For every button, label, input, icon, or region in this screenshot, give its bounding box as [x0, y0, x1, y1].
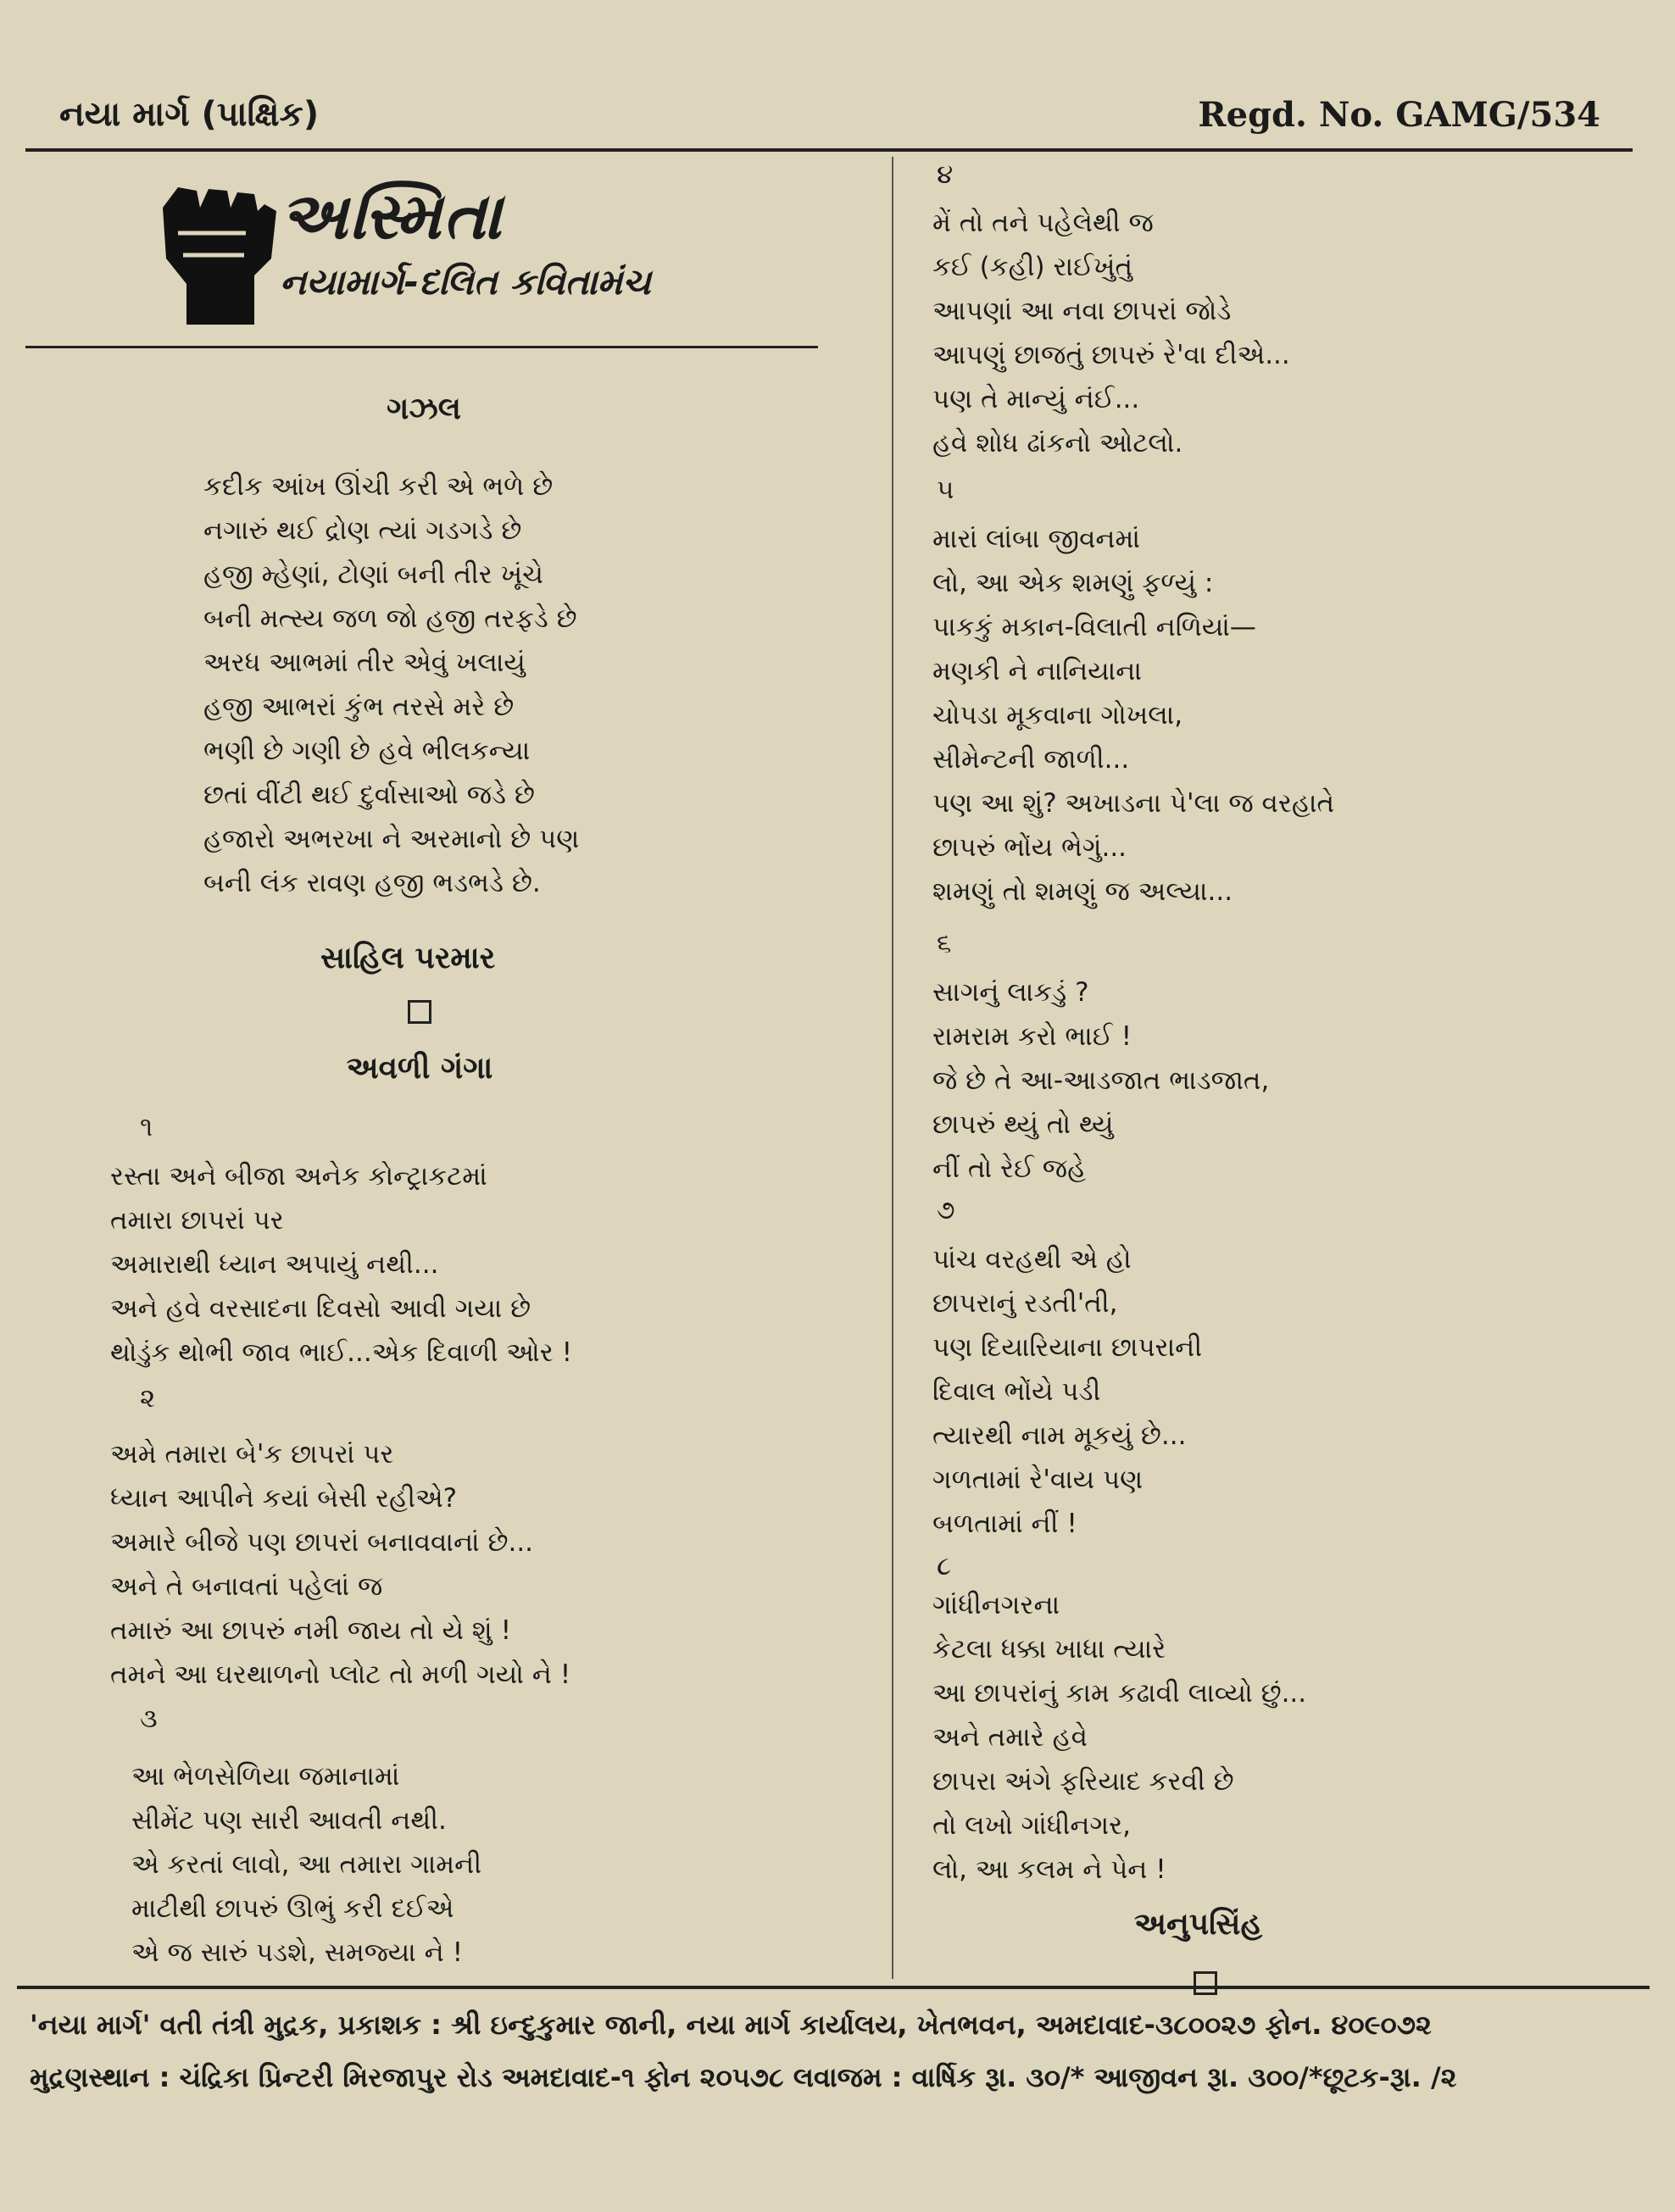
poem-line: ગળતામાં રે'વાય પણ	[932, 1464, 1144, 1495]
section-number: ૧	[140, 1112, 153, 1142]
poem-line: છાપરા અંગે ફરિયાદ કરવી છે	[932, 1766, 1234, 1797]
poem-line: પણ તે માન્યું નંઈ...	[932, 384, 1140, 414]
poem-line: અને હવે વરસાદના દિવસો આવી ગયા છે	[110, 1293, 531, 1324]
poem-line: હજી આભરાં કુંભ તરસે મરે છે	[203, 692, 515, 722]
poem-line: જે છે તે આ-આડજાત ભાડજાત,	[932, 1065, 1270, 1096]
section-number: ૬	[937, 928, 952, 959]
poem-line: બળતામાં નીં !	[932, 1509, 1077, 1539]
poem-line: તમારા છાપરાં પર	[110, 1205, 284, 1236]
poem-line: સાગનું લાકડું ?	[932, 977, 1089, 1008]
poem-line: અરધ આભમાં તીર એવું ખલાયું	[203, 647, 526, 678]
poem-line: આપણું છાજતું છાપરું રે'વા દીએ...	[932, 340, 1290, 370]
section-number: ૮	[937, 1551, 952, 1581]
poem-line: તમને આ ઘરથાળનો પ્લોટ તો મળી ગયો ને !	[110, 1659, 571, 1690]
poem-line: પાંચ વરહથી એ હો	[932, 1244, 1132, 1275]
section-end-box	[408, 1000, 431, 1024]
poem-line: ગાંધીનગરના	[932, 1590, 1060, 1620]
section-number: ૩	[140, 1703, 158, 1734]
poem-line: ચોપડા મૂકવાના ગોખલા,	[932, 700, 1183, 731]
poem-line: હવે શોધ ઢાંકનો ઓટલો.	[932, 428, 1183, 459]
poem2-title: અવળી ગંગા	[346, 1051, 493, 1086]
poem-line: ભણી છે ગણી છે હવે ભીલકન્યા	[203, 736, 531, 766]
poem2-section-1	[110, 1154, 572, 1375]
poem-line: અમારાથી ધ્યાન અપાયું નથી...	[110, 1249, 439, 1280]
masthead-title: અસ્મિતા	[280, 178, 504, 253]
poem2-author: અનુપસિંહ	[1134, 1907, 1263, 1942]
ghazal-author: સાહિલ પરમાર	[320, 941, 496, 975]
poem-line: નગારું થઈ દ્રોણ ત્યાં ગડગડે છે	[203, 515, 522, 546]
poem-line: આ ભેળસેળિયા જમાનામાં	[131, 1761, 400, 1792]
poem-line: આપણાં આ નવા છાપરાં જોડે	[932, 296, 1232, 326]
poem-line: નીં તો રેઈ જહે	[932, 1153, 1087, 1184]
masthead-subtitle: નયામાર્ગ-દલિત કવિતામંચ	[280, 261, 651, 303]
top-divider	[25, 148, 1633, 152]
section-number: ૨	[140, 1383, 156, 1414]
poem-line: એ જ સારું પડશે, સમજ્યા ને !	[131, 1937, 464, 1968]
poem-line: એ કરતાં લાવો, આ તમારા ગામની	[131, 1849, 482, 1880]
poem2-section-4	[932, 201, 1290, 465]
poem-line: ત્યારથી નામ મૂકયું છે...	[932, 1420, 1187, 1451]
poem-line: થોડુંક થોભી જાવ ભાઈ...એક દિવાળી ઓર !	[110, 1337, 573, 1368]
poem2-section-7	[932, 1237, 1202, 1546]
poem-line: બની લંક રાવણ હજી ભડભડે છે.	[203, 868, 541, 898]
poem-line: રસ્તા અને બીજા અનેક કોન્ટ્રાકટમાં	[110, 1161, 487, 1192]
section-number: ૪	[937, 159, 954, 190]
poem-line: આ છાપરાંનું કામ કઢાવી લાવ્યો છું...	[932, 1678, 1307, 1709]
poem-line: છાપરાનું રડતી'તી,	[932, 1288, 1118, 1319]
poem-line: છાપરું થ્યું તો થ્યું	[932, 1109, 1114, 1140]
poem-line: મારાં લાંબા જીવનમાં	[932, 524, 1140, 554]
poem-line: અમે તમારા બે'ક છાપરાં પર	[110, 1439, 394, 1470]
poem-line: માટીથી છાપરું ઊભું કરી દઈએ	[131, 1893, 454, 1924]
poem-line: પાકકું મકાન-વિલાતી નળિયાં—	[932, 612, 1256, 642]
bottom-divider	[17, 1986, 1650, 1989]
poem-line: તો લખો ગાંધીનગર,	[932, 1810, 1131, 1841]
poem-line: કેટલા ધક્કા ખાધા ત્યારે	[932, 1634, 1166, 1665]
poem-line: અમારે બીજે પણ છાપરાં બનાવવાનાં છે...	[110, 1527, 534, 1558]
column-divider	[892, 157, 893, 1979]
poem2-section-6	[932, 970, 1269, 1191]
poem-line: કઈ (કહી) રાઈખુંતું	[932, 252, 1133, 282]
poem-line: મેં તો તને પહેલેથી જ	[932, 208, 1154, 238]
poem-line: છાપરું ભોંય ભેગું...	[932, 832, 1127, 863]
press-line: મુદ્રણસ્થાન : ચંદ્રિકા પ્રિન્ટરી મિરજાપુર રોડ અમદાવાદ-૧ ફોન ૨૦૫૭૮ લવાજમ : વાર્ષિક રૂા. ૩૦/* આજીવન રૂા. ૩૦૦/*છૂટક-રૂા. /૨	[30, 2061, 1457, 2093]
poem-line: શમણું તો શમણું જ અલ્યા...	[932, 876, 1233, 907]
poem-line: રામરામ કરો ભાઈ !	[932, 1021, 1132, 1052]
ghazal-title: ગઝલ	[387, 392, 461, 426]
poem-line: ધ્યાન આપીને કયાં બેસી રહીએ?	[110, 1483, 458, 1514]
poem-line: સીમેંટ પણ સારી આવતી નથી.	[131, 1805, 447, 1836]
registration-number: Regd. No. GAMG/534	[1198, 95, 1600, 135]
poem-line: બની મત્સ્ય જળ જો હજી તરફડે છે	[203, 603, 577, 634]
publication-name: નયા માર્ગ (પાક્ષિક)	[59, 95, 320, 134]
masthead-divider	[25, 346, 818, 348]
poem-line: લો, આ એક શમણું ફળ્યું :	[932, 568, 1214, 598]
poem-line: સીમેન્ટની જાળી...	[932, 744, 1130, 775]
imprint-line: 'નયા માર્ગ' વતી તંત્રી મુદ્રક, પ્રકાશક : શ્રી ઇન્દુકુમાર જાની, નયા માર્ગ કાર્યાલય, ખેતભવન, અમદાવાદ-૩૮૦૦૨૭ ફોન. ૪૦૯૦૭૨	[30, 2009, 1432, 2041]
section-number: ૭	[937, 1195, 955, 1225]
ghazal-lines	[203, 464, 579, 905]
section-number: ૫	[937, 475, 954, 505]
poem-line: હજી મ્હેણાં, ટોણાં બની તીર ખૂંચે	[203, 559, 543, 590]
section-end-box	[1194, 1971, 1217, 1995]
poem-line: દિવાલ ભોંયે પડી	[932, 1376, 1101, 1407]
poem-line: મણકી ને નાનિયાના	[932, 656, 1142, 686]
poem-line: પણ દિયારિયાના છાપરાની	[932, 1332, 1203, 1363]
poem-line: હજારો અભરખા ને અરમાનો છે પણ	[203, 824, 580, 854]
poem2-section-2	[110, 1432, 570, 1697]
poem-line: લો, આ કલમ ને પેન !	[932, 1854, 1166, 1885]
poem2-section-5	[932, 517, 1334, 914]
poem-line: કદીક આંખ ઊંચી કરી એ ભળે છે	[203, 471, 554, 502]
poem-line: અને તે બનાવતાં પહેલાં જ	[110, 1571, 383, 1602]
poem2-section-8	[932, 1583, 1306, 1892]
poem-line: પણ આ શું? અખાડના પે'લા જ વરહાતે	[932, 788, 1335, 819]
masthead-logo	[153, 178, 712, 322]
poem2-section-3	[131, 1754, 481, 1975]
poem-line: અને તમારે હવે	[932, 1722, 1088, 1753]
raised-fist-icon	[153, 182, 280, 326]
poem-line: છતાં વીંટી થઈ દુર્વાસાઓ જડે છે	[203, 780, 535, 810]
poem-line: તમારું આ છાપરું નમી જાય તો યે શું !	[110, 1615, 511, 1646]
